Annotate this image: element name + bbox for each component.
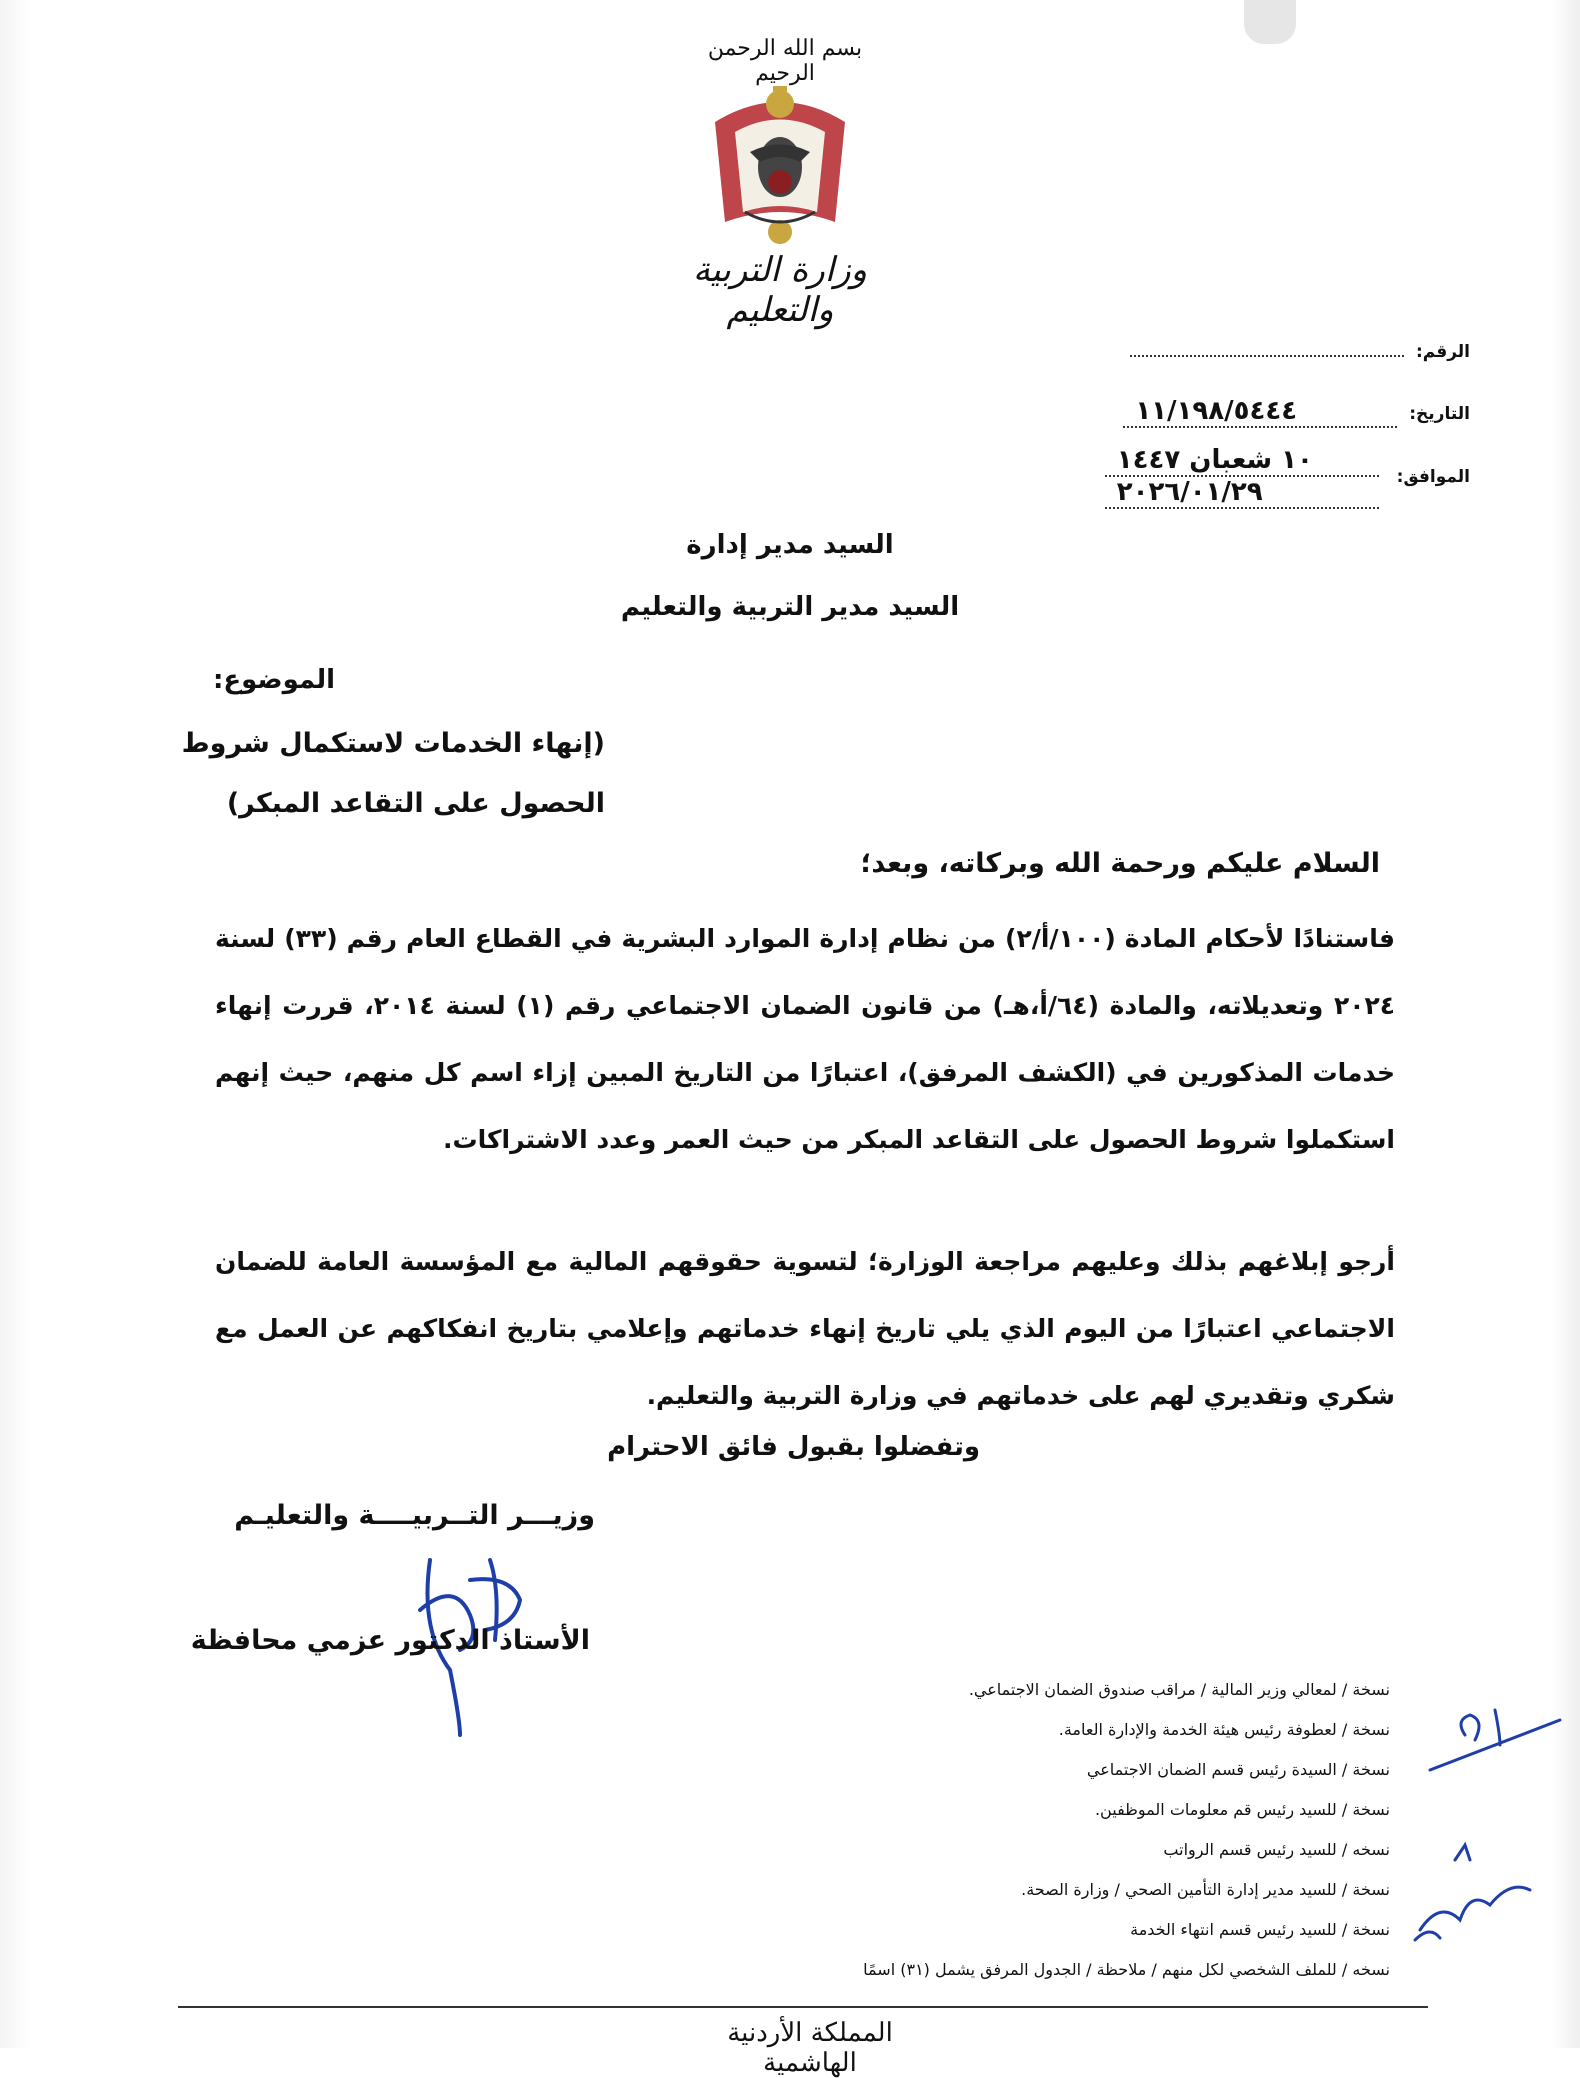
handwritten-note-icon [1420,1680,1570,1790]
addressee-line-1: السيد مدير إدارة [686,530,894,560]
footer-divider [178,2006,1428,2008]
punch-hole-mark [1244,0,1296,44]
body-paragraph-1: فاستنادًا لأحكام المادة (١٠٠/أ/٢) من نظام إدارة الموارد البشرية في القطاع العام رقم (٣٣) لسنة ٢٠٢٤ وتعديلاته، والمادة (٦٤/أ،هـ) من قانون الضمان الاجتماعي رقم (١) لسنة ٢٠١٤، قررت إنهاء خدمات المذكورين في (الكشف المرفق)، اعتبارًا من التاريخ المبين إزاء اسم كل منهم، حيث إنهم استكملوا شروط الحصول على التقاعد المبكر من حيث العمر وعدد الاشتراكات. [215,924,1395,1154]
subject-label: الموضوع: [213,665,335,695]
addressee-line-2: السيد مدير التربية والتعليم [620,592,960,622]
date-label: التاريخ: [1409,404,1470,424]
ref-value [1130,355,1404,357]
copy-item: نسخه / للسيد رئيس قسم الرواتب [1163,1840,1390,1859]
signatory-name: الأستاذ الدكتور عزمي محافظة [190,1625,590,1656]
ref-number-row [1130,342,1470,362]
closing-line: وتفضلوا بقبول فائق الاحترام [607,1432,980,1462]
ref-label: الرقم: [1415,342,1470,362]
copy-item: نسخة / السيدة رئيس قسم الضمان الاجتماعي [1086,1760,1390,1779]
corresponding-label: الموافق: [1396,467,1470,487]
subject-line-1: (إنهاء الخدمات لاستكمال شروط [181,728,605,759]
body-paragraph-2: أرجو إبلاغهم بذلك وعليهم مراجعة الوزارة؛ لتسوية حقوقهم المالية مع المؤسسة العامة للضمان الاجتماعي اعتبارًا من اليوم الذي يلي تاريخ إنهاء خدماتهم وإعلامي بتاريخ انفكاكهم عن العمل مع شكري وتقديري لهم على خدماتهم في وزارة التربية والتعليم. [215,1247,1395,1410]
copy-item: نسخة / للسيد رئيس قم معلومات الموظفين. [1094,1800,1390,1819]
hijri-date: ١٠ شعبان ١٤٤٧ [1105,445,1379,477]
greeting: السلام عليكم ورحمة الله وبركاته، وبعد؛ [860,848,1380,879]
bismillah-header: بسم الله الرحمن الرحيم [707,36,863,86]
copy-item: نسخة / للسيد مدير إدارة التأمين الصحي / وزارة الصحة. [1021,1880,1390,1899]
footer-text: المملكة الأردنية الهاشمية [727,2018,893,2078]
gregorian-date: ٢٠٢٦/٠١/٢٩ [1105,477,1379,509]
copy-item: نسخة / لمعالي وزير المالية / مراقب صندوق الضمان الاجتماعي. [968,1680,1390,1699]
date-row [1123,396,1470,428]
copy-item: نسخة / لعطوفة رئيس هيئة الخدمة والإدارة العامة. [1058,1720,1390,1739]
copy-item: نسخة / للسيد رئيس قسم انتهاء الخدمة [1130,1920,1390,1939]
copy-item: نسخه / للملف الشخصي لكل منهم / ملاحظة / الجدول المرفق يشمل (٣١) اسمًا [863,1960,1390,1979]
date-value: ١١/١٩٨/٥٤٤٤ [1123,396,1397,428]
signatory-title: وزيـــر التــربيــــة والتعليـم [234,1500,595,1531]
handwritten-initials-icon [1400,1830,1550,1950]
royal-crest-icon [705,82,855,252]
copies-list [490,1670,1390,1990]
ministry-logo-text: وزارة التربية والتعليم [692,250,868,330]
subject-line-2: الحصول على التقاعد المبكر) [226,788,605,819]
corresponding-row [1105,445,1470,509]
